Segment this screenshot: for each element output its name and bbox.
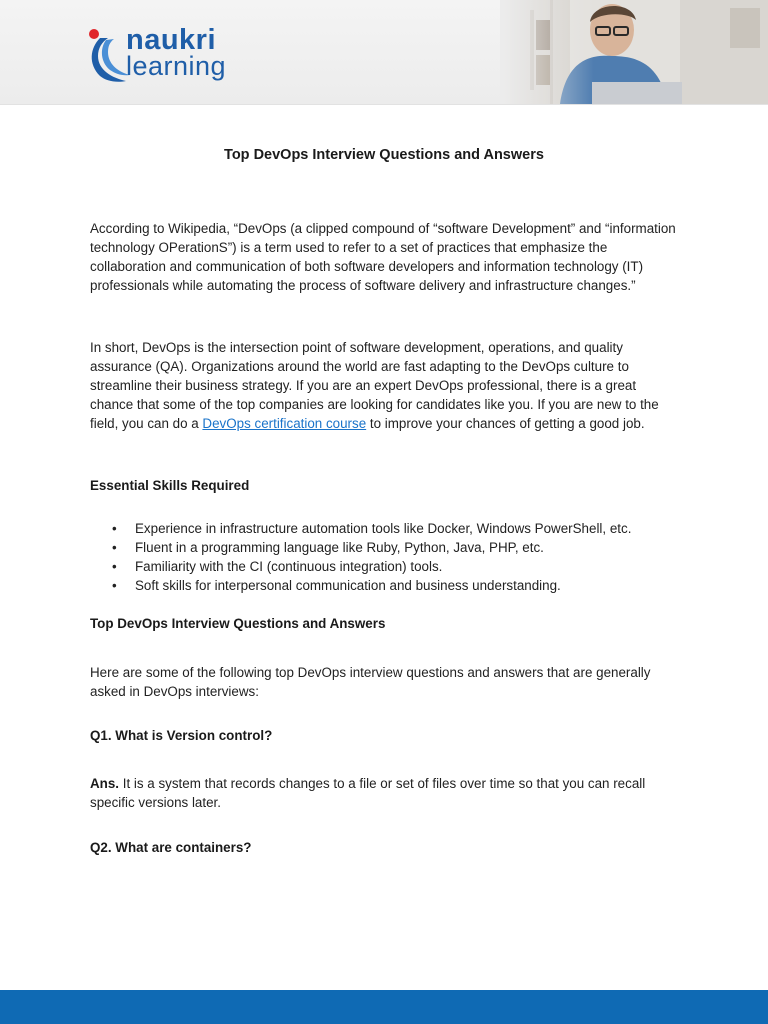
skill-text: Soft skills for interpersonal communication and business understanding. — [135, 578, 561, 593]
devops-certification-course-link[interactable]: DevOps certification course — [202, 416, 367, 431]
second-paragraph — [90, 338, 678, 433]
answer-1-text: It is a system that records changes to a file or set of files over time so that you can recall specific versions later. — [90, 776, 646, 810]
qa-intro-paragraph: Here are some of the following top DevOps interview questions and answers that are generally asked in DevOps interviews: — [90, 665, 651, 699]
intro-paragraph: According to Wikipedia, “DevOps (a clipped compound of “software Development” and “information technology OPerationS”) is a term used to refer to a set of practices that emphasize the collaboration and communication of both software developers and information technology (IT) professionals while automating the process of software delivery and infrastructure changes.” — [90, 221, 676, 293]
second-paragraph-text-before: In short, DevOps is the intersection point of software development, operations, and quality assurance (QA). Organizations around the world are fast adapting to the DevOps culture to streamline their business strategy. If you are an expert DevOps professional, there is a great chance that some of the top companies are looking for candidates like you. If you are new to the field, you can do a — [90, 340, 659, 431]
naukri-learning-logo[interactable] — [86, 26, 246, 84]
bullet-icon: • — [112, 559, 117, 574]
skill-text: Fluent in a programming language like Ruby, Python, Java, PHP, etc. — [135, 540, 544, 555]
logo-text-naukri: naukri — [126, 24, 217, 56]
skill-text: Experience in infrastructure automation tools like Docker, Windows PowerShell, etc. — [135, 521, 632, 536]
answer-label: Ans. — [90, 776, 120, 791]
list-item — [90, 538, 678, 557]
second-paragraph-text-after: to improve your chances of getting a good job. — [366, 416, 645, 431]
header-photo-person-at-laptop — [500, 0, 768, 104]
skills-heading: Essential Skills Required — [90, 478, 250, 493]
bullet-icon: • — [112, 578, 117, 593]
list-item — [90, 576, 678, 595]
qa-heading: Top DevOps Interview Questions and Answers — [90, 616, 386, 631]
page-title: Top DevOps Interview Questions and Answers — [224, 147, 544, 163]
skill-text: Familiarity with the CI (continuous integration) tools. — [135, 559, 443, 574]
list-item — [90, 519, 678, 538]
question-1: Q1. What is Version control? — [90, 728, 273, 743]
question-2: Q2. What are containers? — [90, 840, 252, 855]
bullet-icon: • — [112, 540, 117, 555]
page-header — [0, 0, 768, 105]
logo-text-learning: learning — [126, 51, 227, 81]
footer-bar — [0, 990, 768, 1024]
bullet-icon: • — [112, 521, 117, 536]
skills-list — [90, 519, 678, 595]
answer-1 — [90, 774, 678, 812]
list-item — [90, 557, 678, 576]
